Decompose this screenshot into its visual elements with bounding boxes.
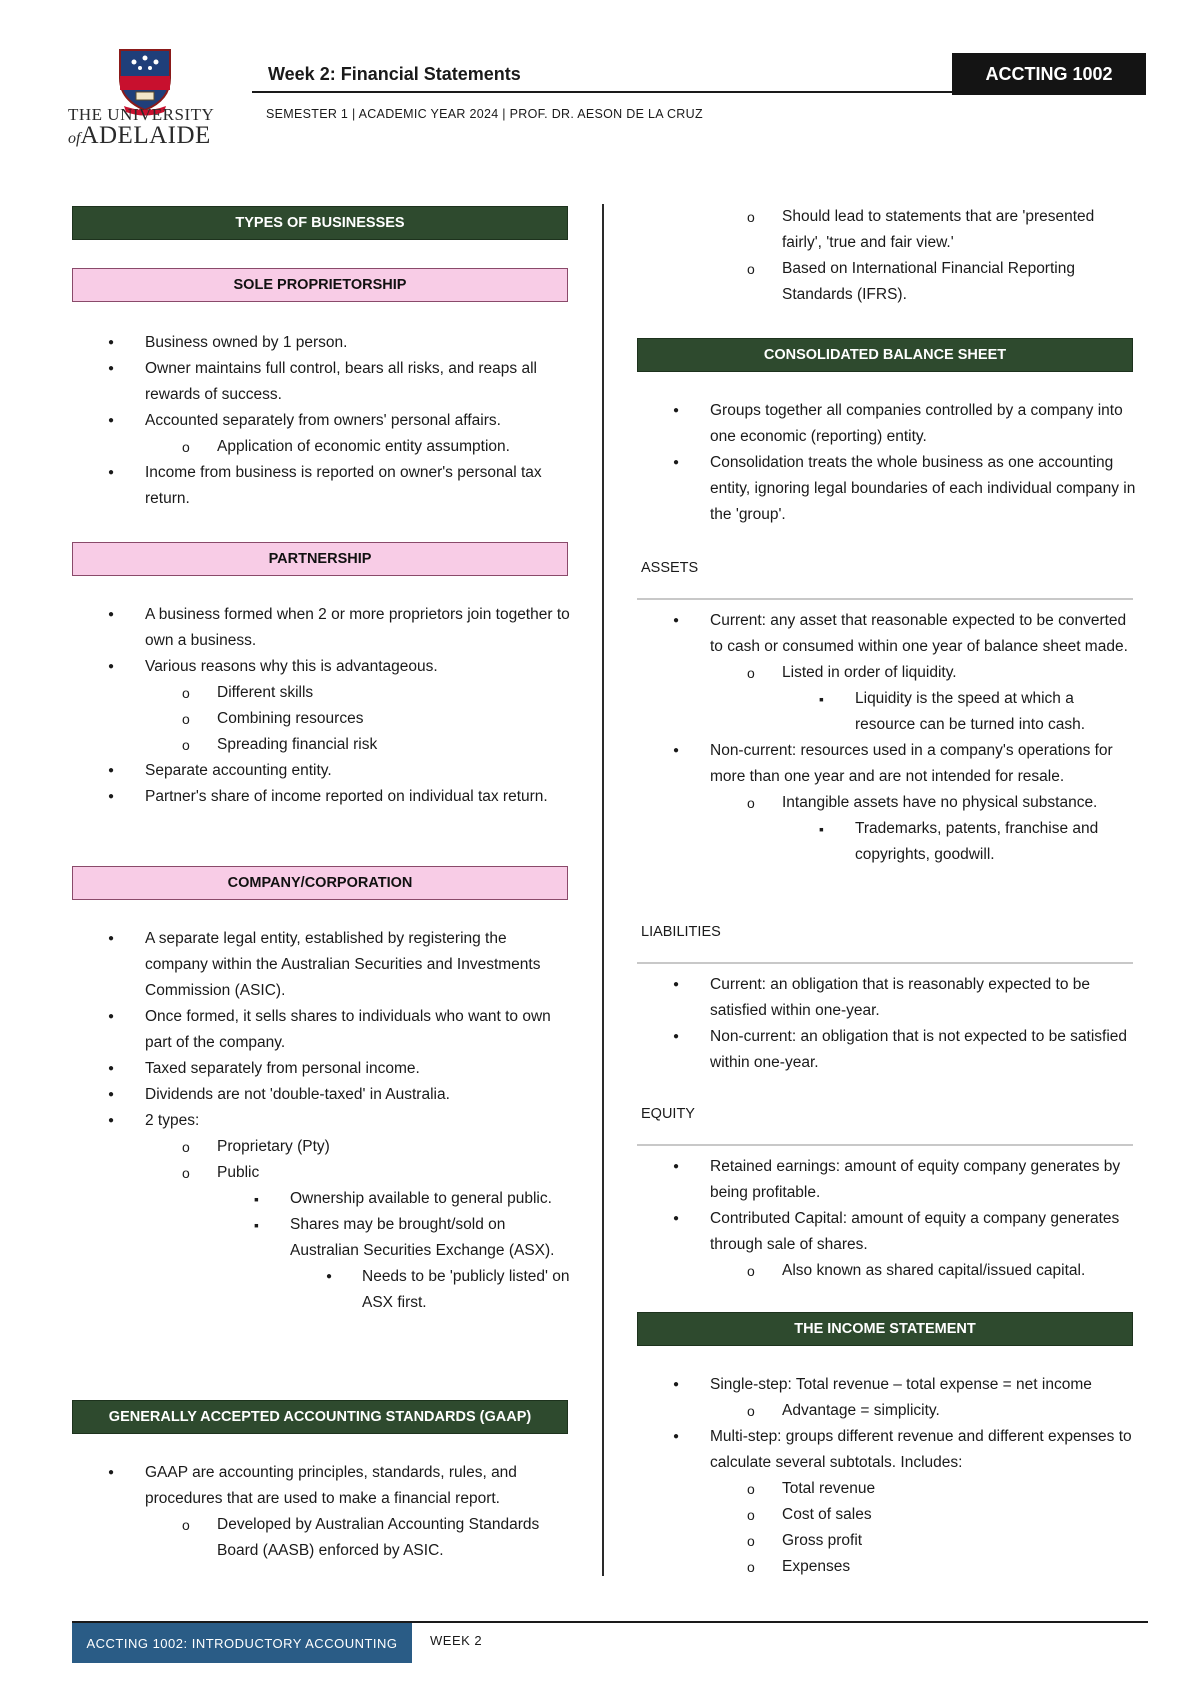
list-item: o Gross profit [637,1528,1137,1554]
list-item: ● Consolidation treats the whole business as one accounting entity, ignoring legal boundaries of each individual company in the 'group'. [637,450,1137,528]
section-header-income-statement: THE INCOME STATEMENT [637,1312,1133,1346]
list-item: o Spreading financial risk [72,732,572,758]
list-item: ▪ Ownership available to general public. [72,1186,572,1212]
list-item: ● Needs to be 'publicly listed' on ASX first. [72,1264,572,1316]
list-item: ● Current: any asset that reasonable expected to be converted to cash or consumed within one year of balance sheet made. [637,608,1137,660]
subsection-header-assets: ASSETS [641,560,699,576]
list-item: ● Current: an obligation that is reasonably expected to be satisfied within one-year. [637,972,1137,1024]
list-item: o Cost of sales [637,1502,1137,1528]
list-item: o Intangible assets have no physical substance. [637,790,1137,816]
list-item: ● Groups together all companies controlled by a company into one economic (reporting) entity. [637,398,1137,450]
list-item: ● GAAP are accounting principles, standards, rules, and procedures that are used to make a financial report. [72,1460,572,1512]
list-item: ● Separate accounting entity. [72,758,572,784]
footer-week-label: WEEK 2 [430,1633,483,1648]
section-header-consolidated-balance-sheet: CONSOLIDATED BALANCE SHEET [637,338,1133,372]
section-header-company-corporation: COMPANY/CORPORATION [72,866,568,900]
consolidated-balance-sheet-list [637,398,1137,528]
list-item: o Listed in order of liquidity. [637,660,1137,686]
university-adelaide: ADELAIDE [80,122,211,149]
section-header-sole-proprietorship: SOLE PROPRIETORSHIP [72,268,568,302]
list-item: o Total revenue [637,1476,1137,1502]
section-header-gaap: GENERALLY ACCEPTED ACCOUNTING STANDARDS (GAAP) [72,1400,568,1434]
list-item: ▪ Trademarks, patents, franchise and copyrights, goodwill. [637,816,1137,868]
list-item: ● Partner's share of income reported on individual tax return. [72,784,572,810]
list-item: o Advantage = simplicity. [637,1398,1137,1424]
list-item: ● A separate legal entity, established by registering the company within the Australian Securities and Investments Commission (ASIC). [72,926,572,1004]
list-item: o Proprietary (Pty) [72,1134,572,1160]
assets-rule [637,598,1133,600]
section-header-types-of-businesses: TYPES OF BUSINESSES [72,206,568,240]
list-item: ● Non-current: an obligation that is not expected to be satisfied within one-year. [637,1024,1137,1076]
list-item: ● Business owned by 1 person. [72,330,572,356]
gaap-continued-list [637,204,1137,308]
list-item: ● Various reasons why this is advantageous. [72,654,572,680]
list-item: ● Multi-step: groups different revenue and different expenses to calculate several subtotals. Includes: [637,1424,1137,1476]
list-item: ▪ Shares may be brought/sold on Australian Securities Exchange (ASX). [72,1212,572,1264]
list-item: o Combining resources [72,706,572,732]
partnership-list [72,602,572,810]
university-logo [70,48,220,160]
list-item: o Also known as shared capital/issued capital. [637,1258,1137,1284]
list-item: ● Income from business is reported on owner's personal tax return. [72,460,572,512]
list-item: ● 2 types: [72,1108,572,1134]
list-item: o Application of economic entity assumption. [72,434,572,460]
footer-course-label: ACCTING 1002: INTRODUCTORY ACCOUNTING [72,1623,412,1663]
section-header-partnership: PARTNERSHIP [72,542,568,576]
list-item: ● Accounted separately from owners' personal affairs. [72,408,572,434]
list-item: ● Contributed Capital: amount of equity a company generates through sale of shares. [637,1206,1137,1258]
list-item: o Public [72,1160,572,1186]
equity-rule [637,1144,1133,1146]
liabilities-list [637,972,1137,1076]
list-item: ● Dividends are not 'double-taxed' in Australia. [72,1082,572,1108]
list-item: o Based on International Financial Reporting Standards (IFRS). [637,256,1137,308]
company-list [72,926,572,1316]
list-item: o Developed by Australian Accounting Standards Board (AASB) enforced by ASIC. [72,1512,572,1564]
equity-list [637,1154,1137,1284]
title-underline [252,91,952,93]
course-code-badge: ACCTING 1002 [952,53,1146,95]
list-item: ● Retained earnings: amount of equity company generates by being profitable. [637,1154,1137,1206]
list-item: ● Non-current: resources used in a company's operations for more than one year and are not intended for resale. [637,738,1137,790]
column-divider [602,204,604,1576]
university-of: of [68,130,81,147]
list-item: ● Once formed, it sells shares to individuals who want to own part of the company. [72,1004,572,1056]
liabilities-rule [637,962,1133,964]
subsection-header-liabilities: LIABILITIES [641,924,721,940]
list-item: o Expenses [637,1554,1137,1580]
university-name-line2 [68,122,211,150]
list-item: o Should lead to statements that are 'presented fairly', 'true and fair view.' [637,204,1137,256]
sole-proprietorship-list [72,330,572,512]
gaap-list [72,1460,572,1564]
list-item: ● Taxed separately from personal income. [72,1056,572,1082]
page-title: Week 2: Financial Statements [268,64,521,84]
university-name-line1: THE UNIVERSITY [68,105,215,124]
list-item: o Different skills [72,680,572,706]
list-item: ● Single-step: Total revenue – total expense = net income [637,1372,1137,1398]
subtitle: SEMESTER 1 | ACADEMIC YEAR 2024 | PROF. DR. AESON DE LA CRUZ [266,107,703,121]
list-item: ● Owner maintains full control, bears all risks, and reaps all rewards of success. [72,356,572,408]
list-item: ▪ Liquidity is the speed at which a resource can be turned into cash. [637,686,1137,738]
assets-list [637,608,1137,868]
subsection-header-equity: EQUITY [641,1106,695,1122]
list-item: ● A business formed when 2 or more proprietors join together to own a business. [72,602,572,654]
income-statement-list [637,1372,1137,1580]
